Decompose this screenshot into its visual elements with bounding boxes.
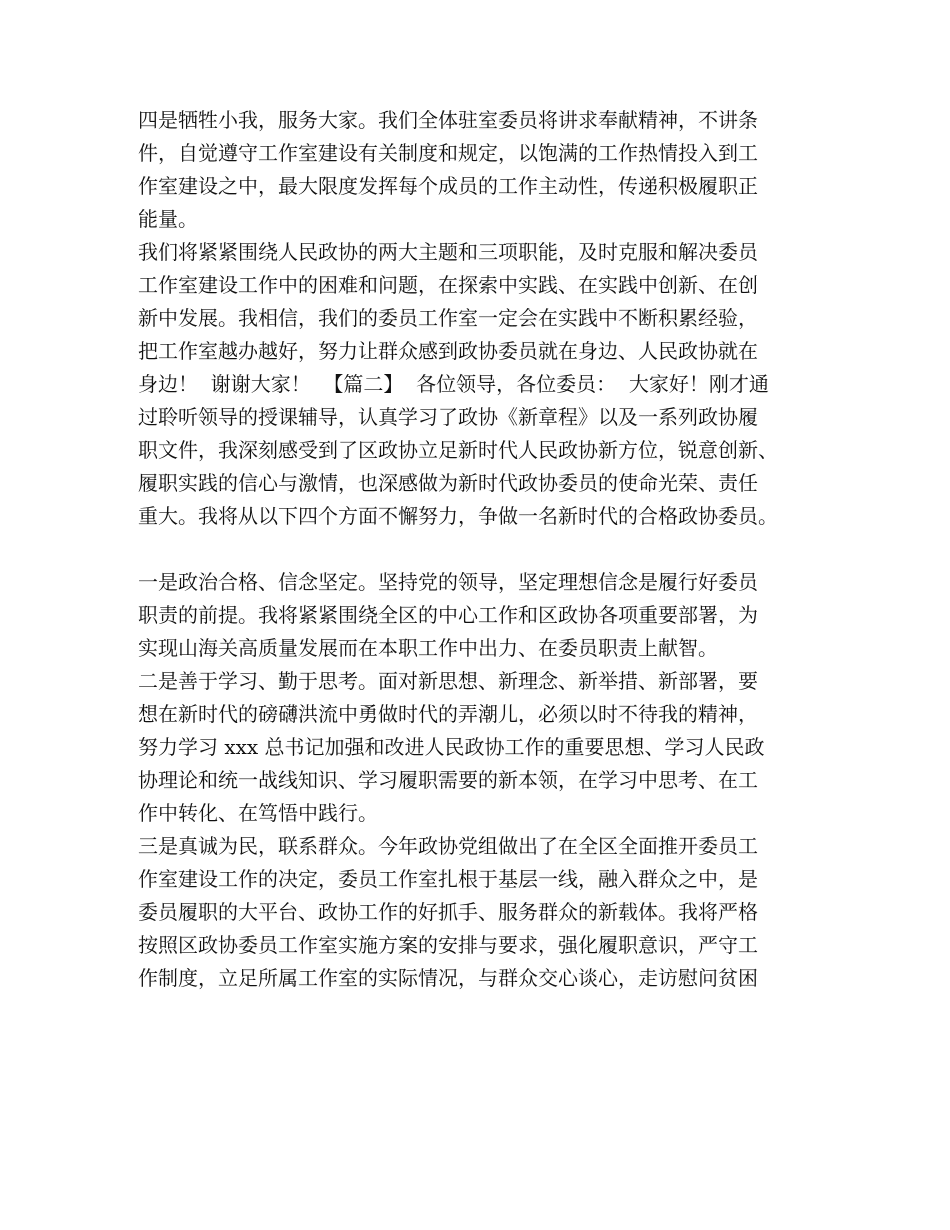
text-line: 把工作室越办越好，努力让群众感到政协委员就在身边、人民政协就在 [138,339,758,363]
text-line: 四是牺牲小我，服务大家。我们全体驻室委员将讲求奉献精神，不讲条 [138,108,758,132]
text-line: 我们将紧紧围绕人民政协的两大主题和三项职能，及时克服和解决委员 [138,240,758,264]
text-line: 想在新时代的磅礴洪流中勇做时代的弄潮儿，必须以时不待我的精神， [138,702,758,726]
text-line: 职文件，我深刻感受到了区政协立足新时代人民政协新方位，锐意创新、 [138,438,778,462]
text-line: 新中发展。我相信，我们的委员工作室一定会在实践中不断积累经验， [138,306,758,330]
text-line: 实现山海关高质量发展而在本职工作中出力、在委员职责上献智。 [138,636,718,660]
text-line: 按照区政协委员工作室实施方案的安排与要求，强化履职意识，严守工 [138,933,758,957]
text-line: 重大。我将从以下四个方面不懈努力，争做一名新时代的合格政协委员。 [138,504,778,528]
body-text [138,104,838,995]
text-line: 二是善于学习、勤于思考。面对新思想、新理念、新举措、新部署，要 [138,669,758,693]
text-line: 工作室建设工作中的困难和问题，在探索中实践、在实践中创新、在创 [138,273,758,297]
text-line: 一是政治合格、信念坚定。坚持党的领导，坚定理想信念是履行好委员 [138,570,758,594]
text-line: 能量。 [138,207,198,231]
text-line: 作中转化、在笃悟中践行。 [138,801,378,825]
text-line: 职责的前提。我将紧紧围绕全区的中心工作和区政协各项重要部署，为 [138,603,758,627]
text-line: 三是真诚为民，联系群众。今年政协党组做出了在全区全面推开委员工 [138,834,758,858]
text-line: 履职实践的信心与激情，也深感做为新时代政协委员的使命光荣、责任 [138,471,758,495]
text-line: 件，自觉遵守工作室建设有关制度和规定，以饱满的工作热情投入到工 [138,141,758,165]
text-line: 过聆听领导的授课辅导，认真学习了政协《新章程》以及一系列政协履 [138,405,758,429]
text-line: 努力学习 xxx 总书记加强和改进人民政协工作的重要思想、学习人民政 [138,735,765,759]
text-line: 委员履职的大平台、政协工作的好抓手、服务群众的新载体。我将严格 [138,900,758,924]
text-line: 作室建设工作的决定，委员工作室扎根于基层一线，融入群众之中，是 [138,867,758,891]
text-line: 身边！ 谢谢大家！ 【篇二】 各位领导，各位委员： 大家好！刚才通 [138,372,769,396]
text-line: 协理论和统一战线知识、学习履职需要的新本领，在学习中思考、在工 [138,768,758,792]
text-line: 作制度，立足所属工作室的实际情况，与群众交心谈心，走访慰问贫困 [138,966,758,990]
text-line: 作室建设之中，最大限度发挥每个成员的工作主动性，传递积极履职正 [138,174,758,198]
blank-line [138,533,838,566]
